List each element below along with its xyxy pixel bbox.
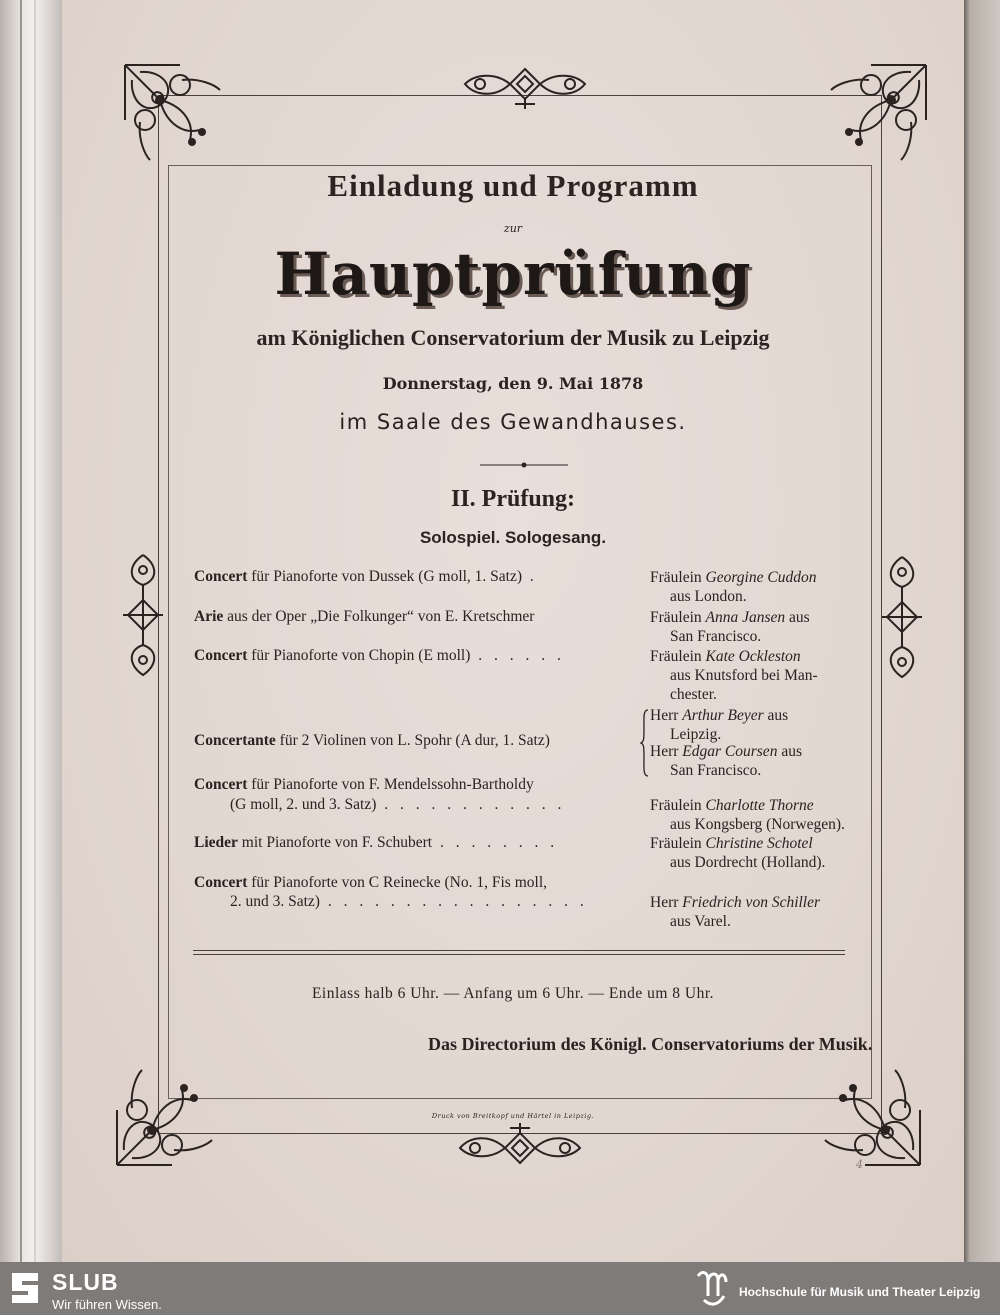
hmt-name[interactable]: Hochschule für Musik und Theater Leipzig — [739, 1285, 981, 1299]
performer — [650, 706, 846, 780]
left-side-ornament-icon — [118, 550, 168, 680]
performer-suffix: aus — [777, 743, 802, 760]
performer-origin-continued: chester. — [670, 686, 717, 703]
event-times: Einlass halb 6 Uhr. — Anfang um 6 Uhr. — Ende um 8 Uhr. — [311, 985, 715, 1002]
document-title: Einladung und Programm — [327, 168, 699, 203]
page-edge-backdrop — [960, 0, 1000, 1262]
performer-name: Charlotte Thorne — [705, 797, 814, 814]
work-description: für Pianoforte von Dussek (G moll, 1. Satz) — [247, 568, 523, 585]
printer-imprint: Druck von Breitkopf und Härtel in Leipzig. — [431, 1112, 595, 1120]
performer-title: Fräulein — [650, 609, 706, 626]
program-work: Concert für Pianoforte von Dussek (G moll, 1. Satz) . — [194, 568, 538, 585]
event-venue: im Saale des Gewandhauses. — [339, 410, 687, 434]
work-description: für 2 Violinen von L. Spohr (A dur, 1. Satz) — [275, 732, 550, 749]
slub-name[interactable]: SLUB — [52, 1269, 119, 1295]
performer-name: Christine Schotel — [705, 835, 813, 852]
work-type: Lieder — [194, 834, 238, 851]
section-divider-icon — [480, 462, 568, 468]
performer-title: Fräulein — [650, 569, 706, 586]
work-type: Concert — [194, 568, 248, 585]
brace-icon — [640, 708, 650, 778]
performer — [650, 796, 846, 834]
performer-origin: San Francisco. — [670, 762, 762, 779]
top-center-ornament-icon — [455, 64, 595, 114]
work-type: Concert — [194, 776, 248, 793]
program-work — [194, 776, 534, 794]
performer — [650, 893, 846, 931]
performer-origin: San Francisco. — [670, 628, 762, 645]
performer — [650, 834, 846, 872]
performer-name: Friedrich von Schiller — [682, 894, 821, 911]
performer-suffix: aus — [763, 707, 789, 724]
event-date: Donnerstag, den 9. Mai 1878 — [382, 374, 644, 393]
section-subheading: Solospiel. Sologesang. — [419, 528, 607, 547]
work-type: Concert — [194, 874, 248, 891]
work-description: für Pianoforte von C Reinecke (No. 1, Fis moll, — [247, 874, 547, 891]
double-rule-bottom — [193, 954, 845, 955]
main-title: Hauptprüfung — [274, 240, 752, 308]
work-description: aus der Oper „Die Folkunger“ von E. Kretschmer — [223, 608, 535, 625]
performer-origin: aus Dordrecht (Holland). — [670, 854, 826, 871]
work-type: Concert — [194, 647, 248, 664]
double-rule-top — [193, 950, 845, 951]
work-type: Arie — [194, 608, 224, 625]
work-description: mit Pianoforte von F. Schubert — [237, 834, 433, 851]
performer-origin: aus Kongsberg (Norwegen). — [670, 816, 845, 833]
program-work: Lieder mit Pianoforte von F. Schubert . . . . . . . . — [194, 834, 559, 851]
work-description-continued: (G moll, 2. und 3. Satz) — [230, 796, 377, 813]
performer-title: Herr — [650, 743, 683, 760]
corner-ornament-top-right-icon — [826, 60, 931, 165]
performer-name: Anna Jansen — [705, 609, 786, 626]
performer-name: Edgar Coursen — [682, 743, 778, 760]
signature-line: Das Directorium des Königl. Conservatoriums der Musik. — [428, 1034, 873, 1054]
page-number: 4 — [856, 1158, 863, 1171]
performer-origin: aus Knutsford bei Man- — [670, 667, 818, 684]
performer — [650, 568, 846, 606]
performer-title: Fräulein — [650, 835, 706, 852]
binding-fold-highlight — [34, 0, 36, 1262]
performer-origin: aus London. — [670, 588, 747, 605]
work-description: für Pianoforte von Chopin (E moll) — [247, 647, 471, 664]
performer-name: Kate Ockleston — [705, 648, 801, 665]
performer-title: Herr — [650, 894, 683, 911]
slub-logo-icon[interactable] — [10, 1271, 40, 1305]
book-binding — [0, 0, 62, 1262]
performer-origin: Leipzig. — [670, 726, 722, 743]
performer-title: Fräulein — [650, 797, 706, 814]
right-side-ornament-icon — [877, 552, 927, 682]
program-work — [194, 874, 547, 892]
corner-ornament-top-left-icon — [120, 60, 225, 165]
program-work-continued: (G moll, 2. und 3. Satz) . . . . . . . . . . . . — [230, 796, 566, 813]
performer-name: Georgine Cuddon — [705, 569, 817, 586]
performer — [650, 647, 846, 704]
program-work-continued: 2. und 3. Satz) . . . . . . . . . . . . . . . . . — [230, 893, 588, 910]
slub-tagline: Wir führen Wissen. — [52, 1297, 162, 1312]
performer-title: Herr — [650, 707, 683, 724]
program-work — [194, 608, 534, 626]
hmt-logo-icon[interactable] — [694, 1266, 730, 1310]
binding-fold — [20, 0, 22, 1262]
bottom-center-ornament-icon — [450, 1118, 590, 1168]
work-description: für Pianoforte von F. Mendelssohn-Bartholdy — [247, 776, 534, 793]
work-description-continued: 2. und 3. Satz) — [230, 893, 320, 910]
performer-name: Arthur Beyer — [682, 707, 764, 724]
section-heading: II. Prüfung: — [450, 486, 576, 512]
performer-origin: aus Varel. — [670, 913, 731, 930]
performer-title: Fräulein — [650, 648, 706, 665]
program-work — [194, 732, 550, 750]
institution-line: am Königlichen Conservatorium der Musik zu Leipzig — [256, 325, 770, 350]
performer — [650, 608, 846, 646]
performer-suffix: aus — [785, 609, 810, 626]
program-work: Concert für Pianoforte von Chopin (E moll) . . . . . . — [194, 647, 565, 664]
title-connector: zur — [503, 222, 523, 235]
work-type: Concertante — [194, 732, 276, 749]
